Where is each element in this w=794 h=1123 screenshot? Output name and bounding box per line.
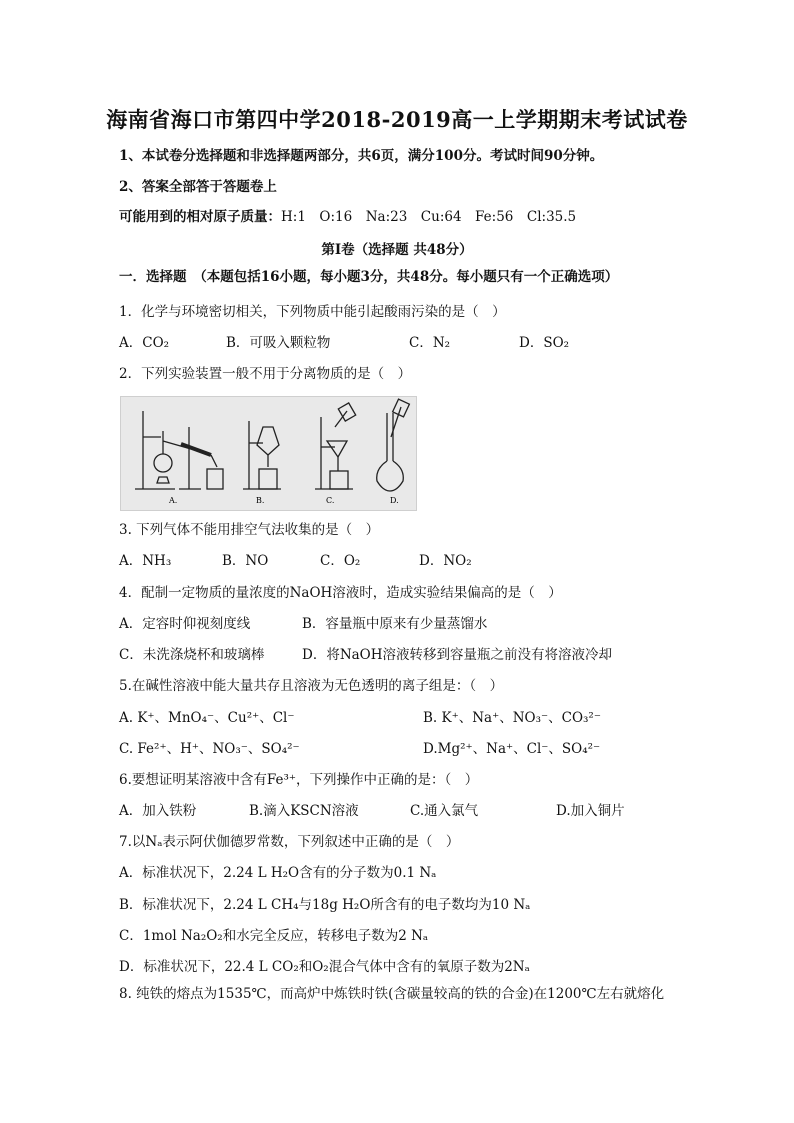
q5-option-b[interactable]: B. K⁺、Na⁺、NO₃⁻、CO₃²⁻ (423, 710, 601, 726)
q1-option-b[interactable]: B．可吸入颗粒物 (226, 335, 331, 351)
q7-option-b[interactable]: B．标准状况下，2.24 L CH₄与18g H₂O所含有的电子数均为10 Nₐ (119, 897, 531, 913)
q7-option-c[interactable]: C．1mol Na₂O₂和水完全反应，转移电子数为2 Nₐ (119, 928, 429, 944)
q1-stem: 1．化学与环境密切相关，下列物质中能引起酸雨污染的是（ ） (119, 304, 506, 320)
q6-option-b[interactable]: B.滴入KSCN溶液 (249, 803, 359, 819)
exam-title: 海南省海口市第四中学2018-2019高一上学期期末考试试卷 (106, 107, 688, 132)
q3-option-c[interactable]: C．O₂ (320, 553, 361, 569)
lab-apparatus-figure (120, 396, 417, 511)
atomic-mass-label: 可能用到的相对原子质量： (119, 209, 281, 225)
q3-stem: 3. 下列气体不能用排空气法收集的是（ ） (119, 522, 380, 538)
q4-option-b[interactable]: B．容量瓶中原来有少量蒸馏水 (302, 616, 488, 632)
q6-option-a[interactable]: A．加入铁粉 (119, 803, 197, 819)
figure-label-a: A. (169, 496, 178, 505)
q4-option-d[interactable]: D．将NaOH溶液转移到容量瓶之前没有将溶液冷却 (302, 647, 613, 663)
figure-label-d: D. (390, 496, 399, 505)
separatory-funnel (243, 421, 281, 489)
figure-label-c: C. (326, 496, 335, 505)
q3-option-b[interactable]: B．NO (222, 553, 269, 569)
section-part1: 一．选择题 （本题包括16小题，每小题3分，共48分。每小题只有一个正确选项） (119, 269, 619, 285)
q1-option-a[interactable]: A．CO₂ (119, 335, 170, 351)
q7-stem: 7.以Nₐ表示阿伏伽德罗常数，下列叙述中正确的是（ ） (119, 834, 460, 850)
q3-option-d[interactable]: D．NO₂ (419, 553, 472, 569)
q6-stem: 6.要想证明某溶液中含有Fe³⁺，下列操作中正确的是：（ ） (119, 772, 479, 788)
q1-option-d[interactable]: D．SO₂ (519, 335, 570, 351)
figure-label-b: B. (256, 496, 265, 505)
q7-option-d[interactable]: D．标准状况下，22.4 L CO₂和O₂混合气体中含有的氧原子数为2Nₐ (119, 959, 530, 975)
q6-option-c[interactable]: C.通入氯气 (410, 803, 479, 819)
q4-option-a[interactable]: A．定容时仰视刻度线 (119, 616, 251, 632)
atomic-mass-values: H:1 O:16 Na:23 Cu:64 Fe:56 Cl:35.5 (281, 209, 577, 225)
section-heading: 第Ⅰ卷（选择题 共48分） (321, 242, 473, 258)
q8-stem: 8. 纯铁的熔点为1535℃，而高炉中炼铁时铁(含碳量较高的铁的合金)在1200℃左右就熔化 (119, 986, 665, 1002)
q1-option-c[interactable]: C．N₂ (409, 335, 451, 351)
distillation-apparatus (135, 411, 223, 489)
q6-option-d[interactable]: D.加入铜片 (556, 803, 625, 819)
atomic-mass-line (119, 208, 576, 226)
volumetric-flask (377, 399, 410, 491)
q4-option-c[interactable]: C．未洗涤烧杯和玻璃棒 (119, 647, 265, 663)
q5-option-d[interactable]: D.Mg²⁺、Na⁺、Cl⁻、SO₄²⁻ (423, 741, 601, 757)
q5-option-a[interactable]: A. K⁺、MnO₄⁻、Cu²⁺、Cl⁻ (119, 710, 295, 726)
apparatus-drawing (121, 397, 416, 510)
note-1: 1、本试卷分选择题和非选择题两部分，共6页，满分100分。考试时间90分钟。 (119, 148, 604, 164)
q4-stem: 4．配制一定物质的量浓度的NaOH溶液时，造成实验结果偏高的是（ ） (119, 585, 562, 601)
filtration-setup (315, 403, 356, 489)
note-2: 2、答案全部答于答题卷上 (119, 179, 277, 195)
q2-stem: 2．下列实验装置一般不用于分离物质的是（ ） (119, 366, 412, 382)
q5-stem: 5.在碱性溶液中能大量共存且溶液为无色透明的离子组是：（ ） (119, 678, 504, 694)
q5-option-c[interactable]: C. Fe²⁺、H⁺、NO₃⁻、SO₄²⁻ (119, 741, 300, 757)
q7-option-a[interactable]: A．标准状况下，2.24 L H₂O含有的分子数为0.1 Nₐ (119, 865, 437, 881)
q3-option-a[interactable]: A．NH₃ (119, 553, 172, 569)
